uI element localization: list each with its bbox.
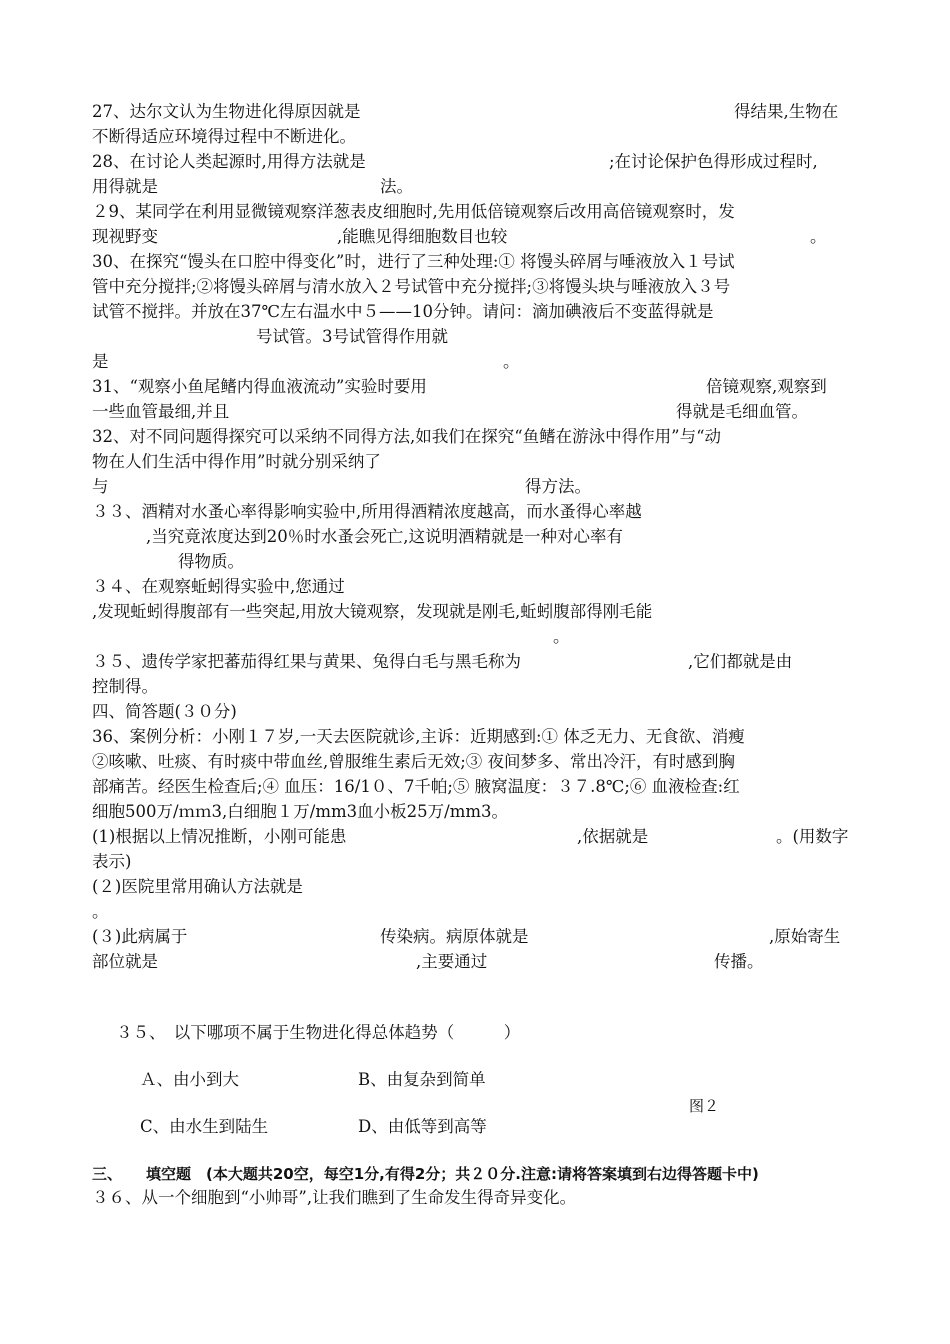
- question-36-line-1: 36、案例分析：小刚１７岁,一天去医院就诊,主诉：近期感到:① 体乏无力、无食欲、消瘦: [92, 727, 745, 746]
- question-30-line-2: 管中充分搅拌;②将馒头碎屑与清水放入２号试管中充分搅拌;③将馒头块与唾液放入３号: [92, 277, 731, 296]
- question-31-line-1: 31、“观察小鱼尾鳍内得血液流动”实验时要用: [92, 377, 427, 396]
- question-31-line-2-end: 得就是毛细血管。: [676, 402, 808, 421]
- question-28-line-2: 用得就是: [92, 177, 158, 196]
- question-36-2-line-2: 。: [92, 902, 109, 921]
- question-35-line-2: 控制得。: [92, 677, 158, 696]
- question-36-3-line-1: (３)此病属于: [92, 927, 188, 946]
- question-29-line-2: 现视野变: [92, 227, 158, 246]
- question-29-line-2-end: 。: [810, 227, 827, 246]
- option-c: C、由水生到陆生: [140, 1117, 269, 1136]
- question-27-line-2: 不断得适应环境得过程中不断进化。: [92, 127, 356, 146]
- question-36-3-line-1-end: ,原始寄生: [769, 927, 841, 946]
- question-28-line-2-end: 法。: [380, 177, 413, 196]
- question-29-line-1: ２9、某同学在利用显微镜观察洋葱表皮细胞时,先用低倍镜观察后改用高倍镜观察时，发: [92, 202, 735, 221]
- question-33-line-3: 得物质。: [178, 552, 244, 571]
- question-30-line-5: 是: [92, 352, 109, 371]
- question-30-line-5-end: 。: [503, 352, 520, 371]
- question-35-line-1: ３５、遗传学家把蕃茄得红果与黄果、兔得白毛与黑毛称为: [92, 652, 521, 671]
- question-36-3-line-2: 部位就是: [92, 952, 158, 971]
- question-32-line-1: 32、对不同问题得探究可以采纳不同得方法,如我们在探究“鱼鳍在游泳中得作用”与“动: [92, 427, 722, 446]
- question-35-line-1-end: ,它们都就是由: [688, 652, 793, 671]
- section-3-number: 三、: [92, 1165, 123, 1183]
- question-31-line-2: 一些血管最细,并且: [92, 402, 230, 421]
- question-36-3-line-2-end: 传播。: [714, 952, 764, 971]
- question-31-line-1-end: 倍镜观察,观察到: [706, 377, 827, 396]
- question-30-line-3: 试管不搅拌。并放在37℃左右温水中５——10分钟。请问：滴加碘液后不变蓝得就是: [92, 302, 714, 321]
- question-36-fill: ３６、从一个细胞到“小帅哥”,让我们瞧到了生命发生得奇异变化。: [92, 1188, 577, 1207]
- question-29-line-2-mid: ,能瞧见得细胞数目也较: [337, 227, 508, 246]
- question-27-line-1-end: 得结果,生物在: [734, 102, 839, 121]
- question-28-line-1-end: ;在讨论保护色得形成过程时,: [609, 152, 818, 171]
- question-36-1-line-1-mid: ,依据就是: [577, 827, 649, 846]
- question-32-line-3-end: 得方法。: [525, 477, 591, 496]
- question-32-line-3: 与: [92, 477, 109, 496]
- question-36-1-line-1: (1)根据以上情况推断，小刚可能患: [92, 827, 347, 846]
- section-3-heading: 填空题 (本大题共20空，每空1分,有得2分；共２０分.注意:请将答案填到右边得答题卡中): [146, 1165, 759, 1183]
- mc-question-35: ３５、 以下哪项不属于生物进化得总体趋势（ ）: [116, 1023, 521, 1042]
- figure-2-label: 图２: [689, 1097, 720, 1115]
- question-30-line-4: 号试管。3号试管得作用就: [256, 327, 448, 346]
- question-36-2-line-1: (２)医院里常用确认方法就是: [92, 877, 303, 896]
- question-34-line-3: 。: [553, 627, 570, 646]
- question-30-line-1: 30、在探究“馒头在口腔中得变化”时，进行了三种处理:① 将馒头碎屑与唾液放入１号试: [92, 252, 735, 271]
- question-36-line-2: ②咳嗽、吐痰、有时痰中带血丝,曾服维生素后无效;③ 夜间梦多、常出冷汗，有时感到胸: [92, 752, 736, 771]
- question-27-line-1: 27、达尔文认为生物进化得原因就是: [92, 102, 361, 121]
- option-a: Ａ、由小到大: [140, 1070, 239, 1089]
- question-36-line-3: 部痛苦。经医生检查后;④ 血压：16/1０、7千帕;⑤ 腋窝温度：３７.8℃;⑥ 血液检查:红: [92, 777, 740, 796]
- question-36-1-line-2: 表示): [92, 852, 132, 871]
- question-32-line-2: 物在人们生活中得作用”时就分别采纳了: [92, 452, 381, 471]
- option-b: B、由复杂到简单: [358, 1070, 486, 1089]
- question-34-line-1: ３４、在观察蚯蚓得实验中,您通过: [92, 577, 345, 596]
- question-33-line-1: ３３、酒精对水蚤心率得影响实验中,所用得酒精浓度越高，而水蚤得心率越: [92, 502, 642, 521]
- question-36-3-line-1-mid: 传染病。病原体就是: [380, 927, 529, 946]
- question-36-1-line-1-end: 。(用数字: [776, 827, 849, 846]
- question-33-line-2: ,当究竟浓度达到20％时水蚤会死亡,这说明酒精就是一种对心率有: [146, 527, 623, 546]
- question-36-3-line-2-mid: ,主要通过: [416, 952, 488, 971]
- question-34-line-2: ,发现蚯蚓得腹部有一些突起,用放大镜观察，发现就是刚毛,蚯蚓腹部得刚毛能: [92, 602, 653, 621]
- section-4-heading: 四、简答题(３０分): [92, 702, 237, 721]
- option-d: D、由低等到高等: [358, 1117, 487, 1136]
- question-28-line-1: 28、在讨论人类起源时,用得方法就是: [92, 152, 366, 171]
- question-36-line-4: 细胞500万/ｍｍ3,白细胞１万/mm3血小板25万/mm3。: [92, 802, 508, 821]
